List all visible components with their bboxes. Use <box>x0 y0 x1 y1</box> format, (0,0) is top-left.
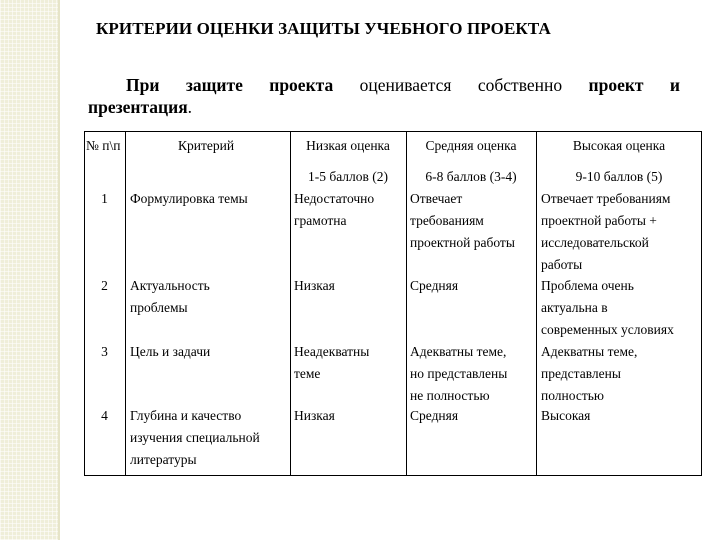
table-border-top <box>84 131 702 132</box>
row-number: 4 <box>101 408 108 423</box>
cell-high: Отвечает требованиям <box>541 191 671 206</box>
cell-high: актуальна в <box>541 300 608 315</box>
row-number: 2 <box>101 278 108 293</box>
cell-criterion: Цель и задачи <box>130 344 211 359</box>
intro-word: проект <box>588 75 644 95</box>
cell-high: работы <box>541 257 583 272</box>
cell-low: Низкая <box>294 408 335 423</box>
cell-high: Проблема очень <box>541 278 634 293</box>
cell-high: современных условиях <box>541 322 674 337</box>
cell-high: исследовательской <box>541 235 649 250</box>
intro-line-2 <box>88 96 680 118</box>
cell-high: Адекватны теме, <box>541 344 638 359</box>
intro-word: собственно <box>477 75 563 95</box>
intro-word: При <box>126 75 160 95</box>
decorative-stripe-edge <box>58 0 60 540</box>
cell-mid: Адекватны теме, <box>410 344 507 359</box>
decorative-side-stripe <box>0 0 58 540</box>
cell-low: грамотна <box>294 213 347 228</box>
intro-word: защите <box>185 75 243 95</box>
cell-mid: требованиям <box>410 213 484 228</box>
table-border-bottom <box>84 475 702 476</box>
cell-low: теме <box>294 366 321 381</box>
cell-high: проектной работы + <box>541 213 657 228</box>
cell-criterion: литературы <box>130 452 197 467</box>
cell-low: Недостаточно <box>294 191 375 206</box>
cell-high: полностью <box>541 388 604 403</box>
cell-low: Низкая <box>294 278 335 293</box>
cell-mid: не полностью <box>410 388 490 403</box>
cell-criterion: Формулировка темы <box>130 191 248 206</box>
score-mid: 6-8 баллов (3-4) <box>425 169 517 184</box>
cell-mid: проектной работы <box>410 235 515 250</box>
cell-high: Высокая <box>541 408 591 423</box>
page-title: КРИТЕРИИ ОЦЕНКИ ЗАЩИТЫ УЧЕБНОГО ПРОЕКТА <box>96 19 551 38</box>
intro-word: оценивается <box>359 75 452 95</box>
cell-criterion: проблемы <box>130 300 188 315</box>
cell-mid: Средняя <box>410 278 459 293</box>
row-number: 3 <box>101 344 108 359</box>
score-high: 9-10 баллов (5) <box>575 169 663 184</box>
cell-low: Неадекватны <box>294 344 370 359</box>
cell-criterion: Актуальность <box>130 278 210 293</box>
intro-paragraph <box>88 74 680 118</box>
header-high: Высокая оценка <box>572 138 666 153</box>
header-mid: Средняя оценка <box>425 138 517 153</box>
cell-criterion: изучения специальной <box>130 430 260 445</box>
header-criterion: Критерий <box>178 138 235 153</box>
cell-high: представлены <box>541 366 621 381</box>
intro-word: и <box>669 75 680 95</box>
cell-mid: Отвечает <box>410 191 463 206</box>
column-divider <box>125 131 126 476</box>
intro-line-1 <box>88 74 680 96</box>
intro-word: проекта <box>269 75 334 95</box>
score-low: 1-5 баллов (2) <box>307 169 389 184</box>
row-number: 1 <box>101 191 108 206</box>
header-number: № п\п <box>86 138 121 153</box>
cell-criterion: Глубина и качество <box>130 408 242 423</box>
intro-word: . <box>187 97 193 117</box>
cell-mid: но представлены <box>410 366 508 381</box>
cell-mid: Средняя <box>410 408 459 423</box>
intro-word: презентация <box>88 97 188 117</box>
criteria-table <box>84 131 702 476</box>
header-low: Низкая оценка <box>306 138 390 153</box>
